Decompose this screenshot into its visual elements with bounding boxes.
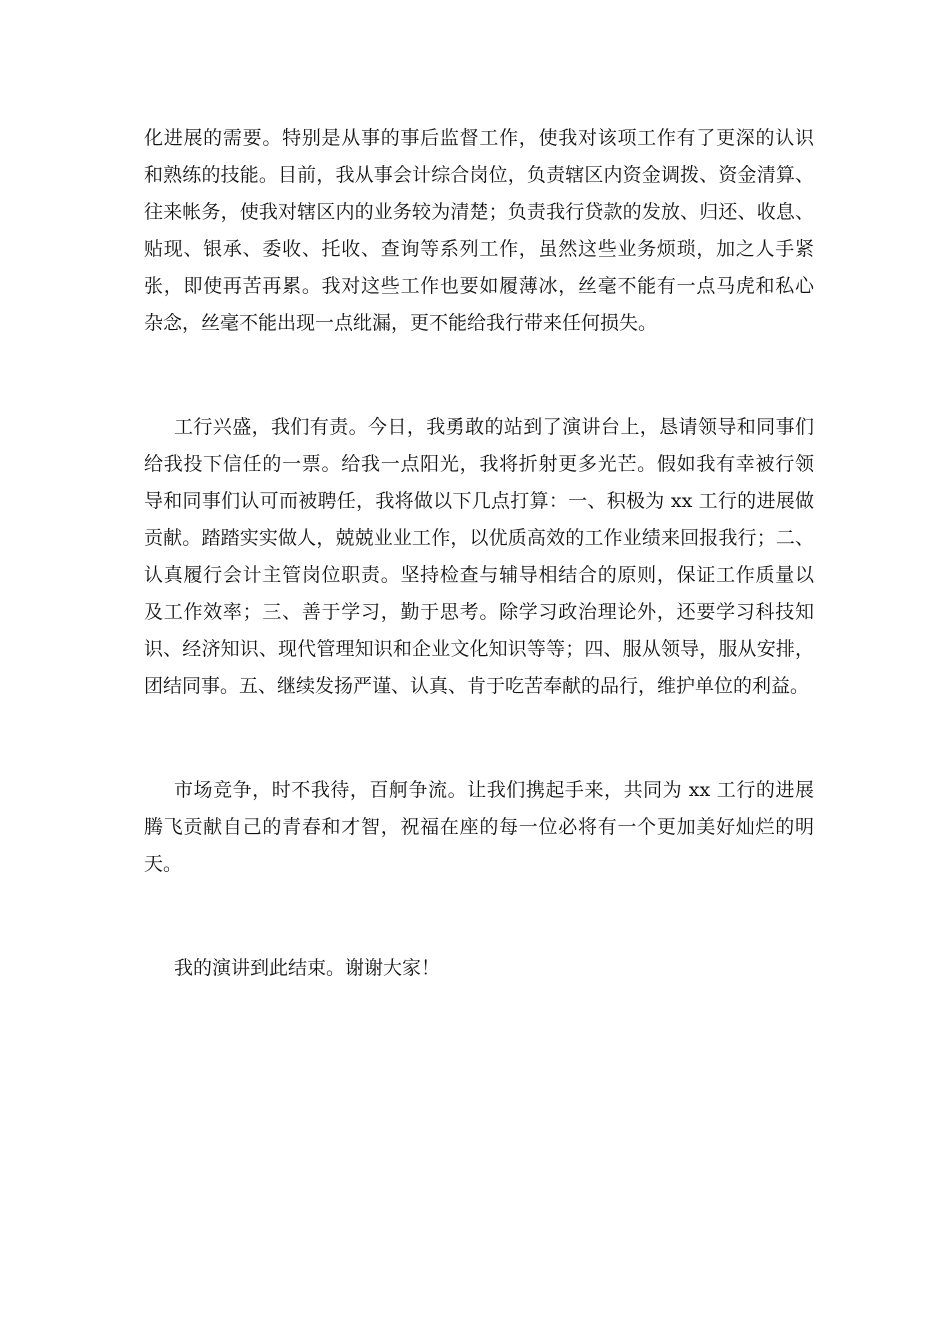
paragraph-2-line-7: 识、经济知识、现代管理知识和企业文化知识等等；四、服从领导，服从安排， <box>144 638 814 660</box>
paragraph-2-line-8: 团结同事。五、继续发扬严谨、认真、肯于吃苦奉献的品行，维护单位的利益。 <box>144 675 810 697</box>
paragraph-3-line-3: 天。 <box>144 853 183 875</box>
paragraph-1-line-3: 往来帐务，使我对辖区内的业务较为清楚；负责我行贷款的发放、归还、收息、 <box>144 201 814 223</box>
paragraph-3-line-1: 市场竞争，时不我待，百舸争流。让我们携起手来，共同为 xx 工行的进展 <box>174 779 814 801</box>
paragraph-2-line-2: 给我投下信任的一票。给我一点阳光，我将折射更多光芒。假如我有幸被行领 <box>144 453 814 475</box>
paragraph-1-line-1: 化进展的需要。特别是从事的事后监督工作，使我对该项工作有了更深的认识 <box>144 127 814 149</box>
paragraph-2-line-6: 及工作效率；三、善于学习，勤于思考。除学习政治理论外，还要学习科技知 <box>144 601 814 623</box>
paragraph-4-line-1: 我的演讲到此结束。谢谢大家！ <box>174 957 441 979</box>
paragraph-2-line-5: 认真履行会计主管岗位职责。坚持检查与辅导相结合的原则，保证工作质量以 <box>144 564 814 586</box>
paragraph-1-line-6: 杂念，丝毫不能出现一点纰漏，更不能给我行带来任何损失。 <box>144 312 658 334</box>
paragraph-2-line-4: 贡献。踏踏实实做人，兢兢业业工作，以优质高效的工作业绩来回报我行；二、 <box>144 527 814 549</box>
paragraph-3-line-2: 腾飞贡献自己的青春和才智，祝福在座的每一位必将有一个更加美好灿烂的明 <box>144 816 814 838</box>
paragraph-2-line-3: 导和同事们认可而被聘任，我将做以下几点打算：一、积极为 xx 工行的进展做 <box>144 490 814 512</box>
paragraph-1-line-5: 张，即使再苦再累。我对这些工作也要如履薄冰，丝毫不能有一点马虎和私心 <box>144 275 814 297</box>
paragraph-2-line-1: 工行兴盛，我们有责。今日，我勇敢的站到了演讲台上，恳请领导和同事们 <box>174 416 814 438</box>
paragraph-1-line-2: 和熟练的技能。目前，我从事会计综合岗位，负责辖区内资金调拨、资金清算、 <box>144 164 814 186</box>
paragraph-1-line-4: 贴现、银承、委收、托收、查询等系列工作，虽然这些业务烦琐，加之人手紧 <box>144 238 814 260</box>
